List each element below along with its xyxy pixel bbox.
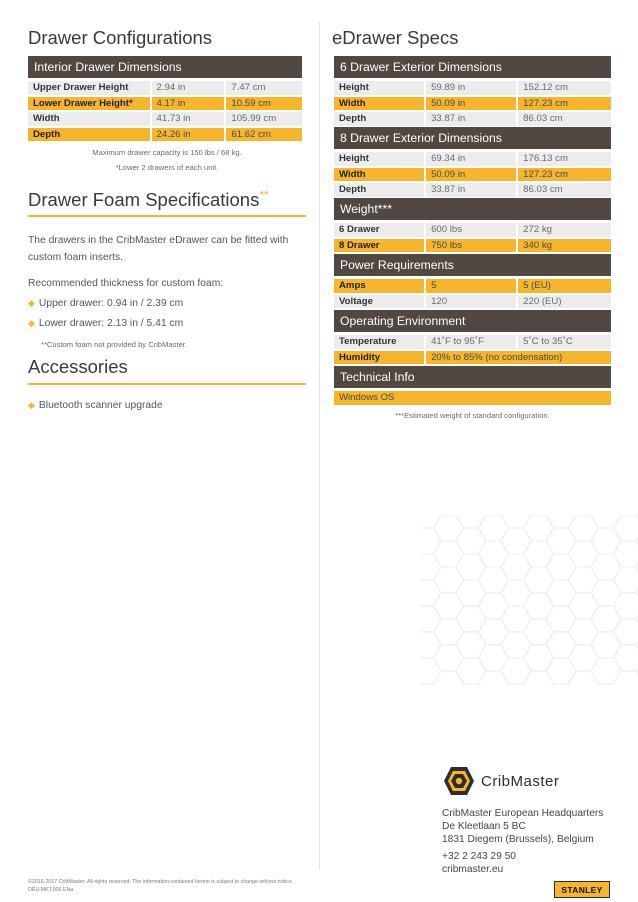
row-value: 120 [426,295,516,309]
cribmaster-logo [443,766,559,796]
hexagon-pattern-decoration [420,515,638,685]
address-line: De Kleetlaan 5 BC [442,820,526,832]
foam-bullet-upper [28,298,183,309]
row-label: Height [334,152,424,166]
table-title-bar: Interior Drawer Dimensions [28,56,302,78]
row-label: Lower Drawer Height* [28,97,150,111]
table-row [334,152,611,166]
weight-title-bar: Weight*** [334,198,611,220]
row-value: 24.26 in [152,128,225,142]
row-value: 220 (EU) [518,295,611,309]
row-label: 8 Drawer [334,239,424,253]
foam-heading-mark: ** [259,188,269,202]
technical-info-table [334,366,611,407]
table-row [28,81,302,95]
power-rows [332,277,613,310]
row-value: 2.94 in [152,81,225,95]
row-value: 4.17 in [152,97,225,111]
row-value-fahrenheit: 41˚F to 95˚F [426,335,516,349]
bullet-icon: ◆ [28,318,35,328]
six-drawer-table [334,56,611,128]
row-value: 61.62 cm [226,128,302,142]
six-drawer-title-bar: 6 Drawer Exterior Dimensions [334,56,611,78]
foam-bullet-upper-text: Upper drawer: 0.94 in / 2.39 cm [38,298,184,309]
row-value: 10.59 cm [226,97,302,111]
foam-heading-text: Drawer Foam Specifications [28,189,260,211]
eight-drawer-title-bar: 8 Drawer Exterior Dimensions [334,127,611,149]
row-value: 340 kg [518,239,611,253]
contact-address [442,808,603,877]
table-row [334,223,611,237]
weight-note: ***Estimated weight of standard configuration. [395,411,550,420]
weight-table [334,198,611,254]
power-title-bar: Power Requirements [334,254,611,276]
accessory-bullet-text: Bluetooth scanner upgrade [38,400,163,411]
row-label: Width [334,97,424,111]
table-row [334,335,611,349]
contact-website: cribmaster.eu [442,864,504,876]
row-value: 86.03 cm [518,183,611,197]
row-value-humidity: 20% to 85% (no condensation) [426,351,611,365]
row-label: Depth [28,128,150,142]
row-label: Humidity [334,351,424,365]
accessories-heading-rule [28,383,306,385]
row-value: 272 kg [518,223,611,237]
row-label: Width [334,168,424,182]
row-value: 33.87 in [426,112,516,126]
table-row [334,81,611,95]
table-row [334,168,611,182]
row-label: 6 Drawer [334,223,424,237]
row-label: Voltage [334,295,424,309]
table-row [334,183,611,197]
table-row [334,295,611,309]
table-row [334,351,611,365]
row-label: Depth [334,112,424,126]
table-row [334,97,611,111]
accessory-bullet [28,400,163,411]
row-value: 600 lbs [426,223,516,237]
document-code: DEU.MKT.006.ENa [28,887,74,894]
environment-rows [332,333,613,366]
foam-specifications-heading [28,188,269,211]
environment-title-bar: Operating Environment [334,310,611,332]
row-label: Width [28,112,150,126]
contact-phone: +32 2 243 29 50 [442,851,516,863]
row-value: 750 lbs [426,239,516,253]
row-label: Upper Drawer Height [28,81,150,95]
drawer-configurations-heading: Drawer Configurations [28,27,213,48]
logo-wordmark: CribMaster [481,772,560,790]
stanley-wordmark: STANLEY [561,884,603,895]
foam-heading-rule [28,215,306,217]
row-value: 127.23 cm [518,168,611,182]
foam-recommended: Recommended thickness for custom foam: [28,278,224,289]
foam-intro: The drawers in the CribMaster eDrawer can be fitted with custom foam inserts. [28,235,289,263]
weight-rows [332,221,613,254]
bullet-icon: ◆ [28,298,35,308]
copyright: ©2016-2017 CribMaster. All rights reserved. The information contained herein is subject to change without notice. [28,879,294,885]
capacity-note: Maximum drawer capacity is 150 lbs / 68 kg. [92,148,242,157]
row-value: 176.13 cm [518,152,611,166]
eight-drawer-table [334,127,611,199]
row-value: 41.73 in [152,112,225,126]
row-label: Height [334,81,424,95]
technical-title-bar: Technical Info [334,366,611,388]
custom-foam-note: **Custom foam not provided by CribMaster. [41,340,188,349]
six-drawer-rows [332,79,613,128]
table-row [334,239,611,253]
environment-table [334,310,611,366]
row-value-os: Windows OS [334,391,611,405]
table-row [334,112,611,126]
foam-bullet-lower [28,318,183,329]
row-value: 50.09 in [426,97,516,111]
row-label: Temperature [334,335,424,349]
row-value: 69.34 in [426,152,516,166]
lower-drawers-note: *Lower 2 drawers of each unit. [115,163,219,172]
interior-dimensions-rows [26,79,304,143]
row-value: 5 [426,279,516,293]
row-value-celsius: 5˚C to 35˚C [518,335,611,349]
stanley-logo [554,881,610,898]
edrawer-specs-heading: eDrawer Specs [332,27,459,48]
address-line: 1831 Diegem (Brussels), Belgium [442,833,594,845]
table-row [334,279,611,293]
row-label: Amps [334,279,424,293]
table-row [28,112,302,126]
row-value: 152.12 cm [518,81,611,95]
row-value: 127.23 cm [518,97,611,111]
row-value: 5 (EU) [518,279,611,293]
accessories-heading: Accessories [28,356,128,377]
address-line: CribMaster European Headquarters [442,808,604,819]
table-row [334,391,611,405]
interior-drawer-dimensions-table [28,56,302,143]
footer [28,878,293,894]
bullet-icon: ◆ [28,400,35,410]
table-row [28,97,302,111]
row-value: 59.89 in [426,81,516,95]
row-value: 50.09 in [426,168,516,182]
technical-rows [332,389,613,407]
column-divider [319,22,320,870]
eight-drawer-rows [332,150,613,199]
table-row [28,128,302,142]
row-value: 105.99 cm [226,112,302,126]
row-value: 7.47 cm [226,81,302,95]
power-table [334,254,611,310]
row-value: 33.87 in [426,183,516,197]
foam-bullet-lower-text: Lower drawer: 2.13 in / 5.41 cm [38,318,184,329]
row-label: Depth [334,183,424,197]
row-value: 86.03 cm [518,112,611,126]
cribmaster-hex-icon [443,766,475,796]
